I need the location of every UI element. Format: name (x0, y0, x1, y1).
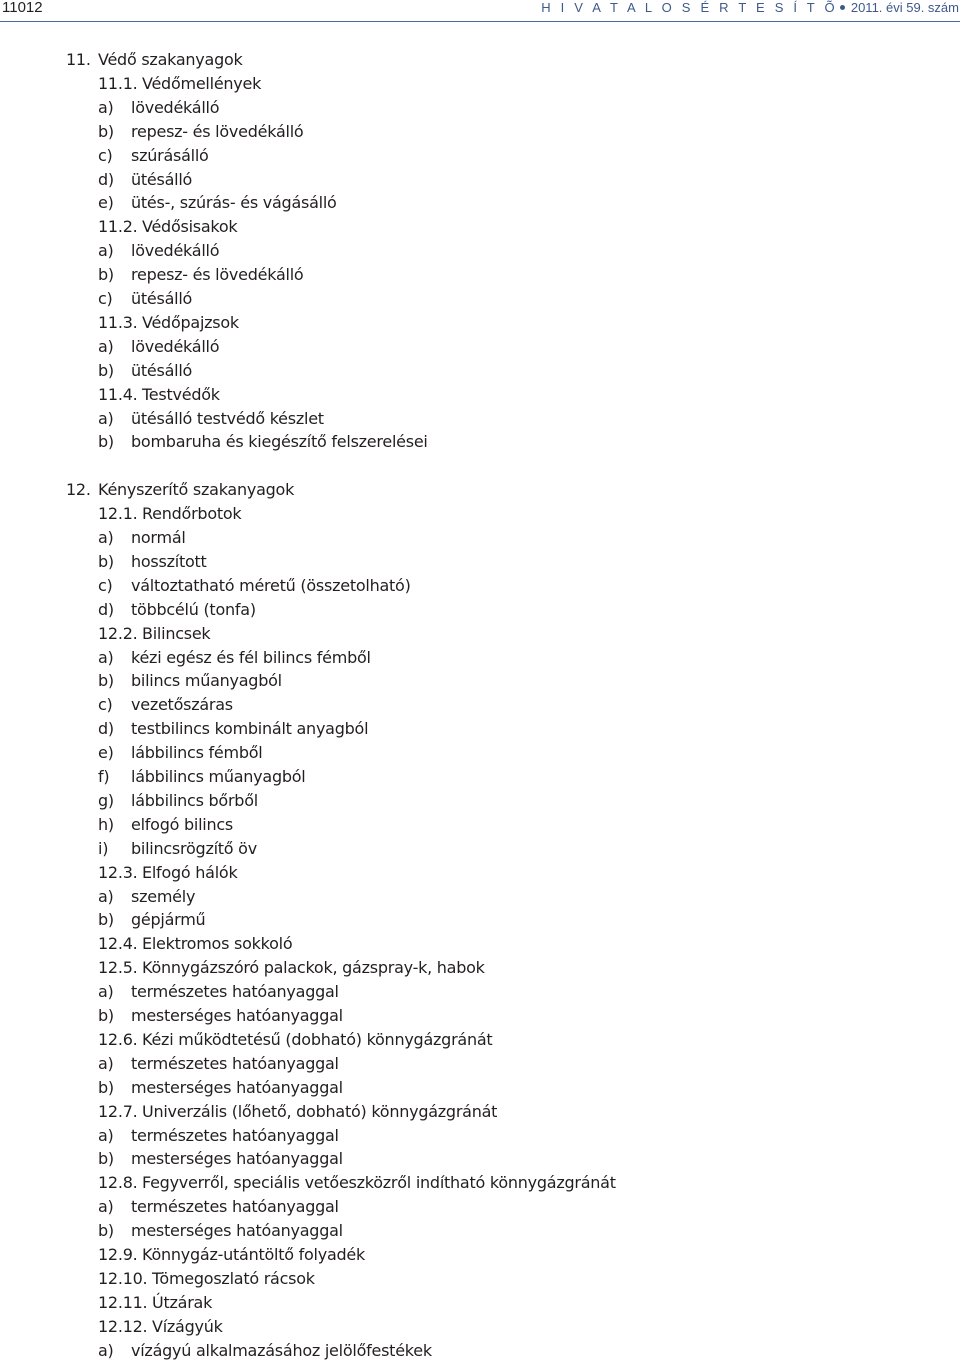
item-number: e) (98, 193, 114, 213)
page-number: 11012 (2, 0, 43, 16)
item-text: természetes hatóanyaggal (131, 982, 339, 1002)
item-number: h) (98, 814, 114, 834)
item-text: mesterséges hatóanyaggal (131, 1221, 343, 1241)
item-text: többcélú (tonfa) (131, 599, 256, 619)
item-number: 12. (66, 480, 91, 500)
issue-label: 2011. évi 59. szám (850, 0, 959, 15)
item-text: Védőmellények (142, 73, 262, 93)
item-number: a) (98, 647, 114, 667)
item-text: normál (131, 528, 186, 547)
item-text: Elfogó hálók (142, 862, 238, 882)
item-text: Elektromos sokkoló (142, 934, 293, 954)
item-number: 11. (66, 50, 91, 69)
item-number: a) (98, 241, 114, 261)
item-number: b) (98, 551, 114, 571)
item-text: gépjármű (131, 910, 206, 930)
item-text: ütésálló (131, 360, 193, 380)
item-number: 12.3. (98, 862, 138, 882)
item-text: mesterséges hatóanyaggal (131, 1006, 343, 1025)
item-number: b) (98, 121, 114, 141)
item-number: 12.7. (98, 1101, 138, 1121)
item-number: b) (98, 265, 114, 285)
item-number: 12.1. (98, 504, 138, 524)
item-text: mesterséges hatóanyaggal (131, 1149, 343, 1169)
item-text: vezetőszáras (131, 695, 233, 715)
item-number: c) (98, 289, 113, 308)
item-text: kézi egész és fél bilincs fémből (131, 647, 371, 667)
item-text: Rendőrbotok (142, 504, 242, 524)
item-number: 11.3. (98, 312, 138, 332)
item-number: a) (98, 1125, 114, 1145)
item-number: f) (98, 767, 110, 786)
item-text: Védő szakanyagok (98, 50, 243, 69)
item-text: repesz- és lövedékálló (131, 121, 304, 141)
item-number: b) (98, 1149, 114, 1169)
item-text: lövedékálló (131, 241, 220, 261)
item-text: mesterséges hatóanyaggal (131, 1077, 343, 1097)
item-text: lövedékálló (131, 97, 220, 117)
item-text: ütésálló testvédő készlet (131, 408, 324, 428)
item-number: 11.4. (98, 384, 138, 404)
item-number: b) (98, 910, 114, 930)
item-number: 12.8. (98, 1173, 138, 1193)
item-text: Univerzális (lőhető, dobható) könnygázgránát (142, 1101, 498, 1121)
item-number: g) (98, 790, 114, 810)
item-number: d) (98, 599, 114, 619)
item-text: lábbilincs fémből (131, 743, 263, 763)
item-text: lábbilincs bőrből (131, 790, 258, 810)
item-number: 11.1. (98, 73, 138, 93)
item-number: c) (98, 145, 113, 165)
item-text: Tömegoszlató rácsok (152, 1268, 315, 1288)
item-number: 12.6. (98, 1029, 138, 1049)
header-divider (0, 21, 960, 22)
item-number: b) (98, 1006, 114, 1025)
item-number: i) (98, 838, 109, 858)
item-text: vízágyú alkalmazásához jelölőfestékek (131, 1340, 432, 1360)
item-number: a) (98, 336, 114, 356)
item-number: b) (98, 360, 114, 380)
item-text: bombaruha és kiegészítő felszerelései (131, 432, 428, 452)
item-text: hosszított (131, 551, 207, 571)
item-number: a) (98, 1340, 114, 1360)
item-number: b) (98, 671, 114, 691)
item-text: ütésálló (131, 289, 193, 308)
item-number: 12.4. (98, 934, 138, 954)
item-number: 12.2. (98, 623, 138, 643)
item-text: Kényszerítő szakanyagok (98, 480, 295, 500)
item-number: a) (98, 528, 114, 547)
item-text: Kézi működtetésű (dobható) könnygázgránát (142, 1029, 493, 1049)
item-text: elfogó bilincs (131, 814, 234, 834)
item-text: személy (131, 886, 196, 906)
item-number: b) (98, 432, 114, 452)
item-number: d) (98, 719, 114, 739)
item-text: Védőpajzsok (142, 312, 239, 332)
item-text: Könnygázszóró palackok, gázspray-k, habok (142, 958, 485, 978)
item-number: a) (98, 97, 114, 117)
item-number: 12.11. (98, 1292, 148, 1312)
item-text: lövedékálló (131, 336, 220, 356)
item-text: ütés-, szúrás- és vágásálló (131, 193, 337, 213)
item-text: Védősisakok (142, 217, 238, 237)
item-number: c) (98, 695, 113, 715)
item-number: 12.9. (98, 1245, 138, 1264)
item-text: ütésálló (131, 169, 193, 189)
item-text: Fegyverről, speciális vetőeszközről indítható könnygázgránát (142, 1173, 616, 1193)
bullet-dot-icon (840, 5, 845, 10)
page-header (0, 0, 960, 24)
item-text: természetes hatóanyaggal (131, 1125, 339, 1145)
item-text: repesz- és lövedékálló (131, 265, 304, 285)
item-number: b) (98, 1077, 114, 1097)
item-text: változtatható méretű (összetolható) (131, 575, 411, 595)
item-number: a) (98, 408, 114, 428)
item-number: b) (98, 1221, 114, 1241)
item-number: 12.10. (98, 1268, 148, 1288)
item-text: bilincs műanyagból (131, 671, 282, 691)
item-text: természetes hatóanyaggal (131, 1197, 339, 1217)
journal-title: H I V A T A L O S É R T E S Í T Õ (541, 0, 838, 15)
item-text: Könnygáz-utántöltő folyadék (142, 1245, 366, 1264)
item-number: 12.5. (98, 958, 138, 978)
item-text: Vízágyúk (152, 1316, 223, 1336)
item-number: e) (98, 743, 114, 763)
item-text: szúrásálló (131, 145, 209, 165)
item-number: a) (98, 982, 114, 1002)
item-text: Útzárak (152, 1292, 213, 1312)
item-text: Bilincsek (142, 623, 211, 643)
item-text: lábbilincs műanyagból (131, 767, 306, 786)
running-head (541, 0, 959, 16)
item-number: d) (98, 169, 114, 189)
item-number: a) (98, 1053, 114, 1073)
item-text: Testvédők (142, 384, 220, 404)
item-number: 12.12. (98, 1316, 148, 1336)
item-text: természetes hatóanyaggal (131, 1053, 339, 1073)
item-number: 11.2. (98, 217, 138, 237)
item-text: testbilincs kombinált anyagból (131, 719, 369, 739)
item-number: a) (98, 886, 114, 906)
item-number: c) (98, 575, 113, 595)
item-text: bilincsrögzítő öv (131, 838, 257, 858)
item-number: a) (98, 1197, 114, 1217)
